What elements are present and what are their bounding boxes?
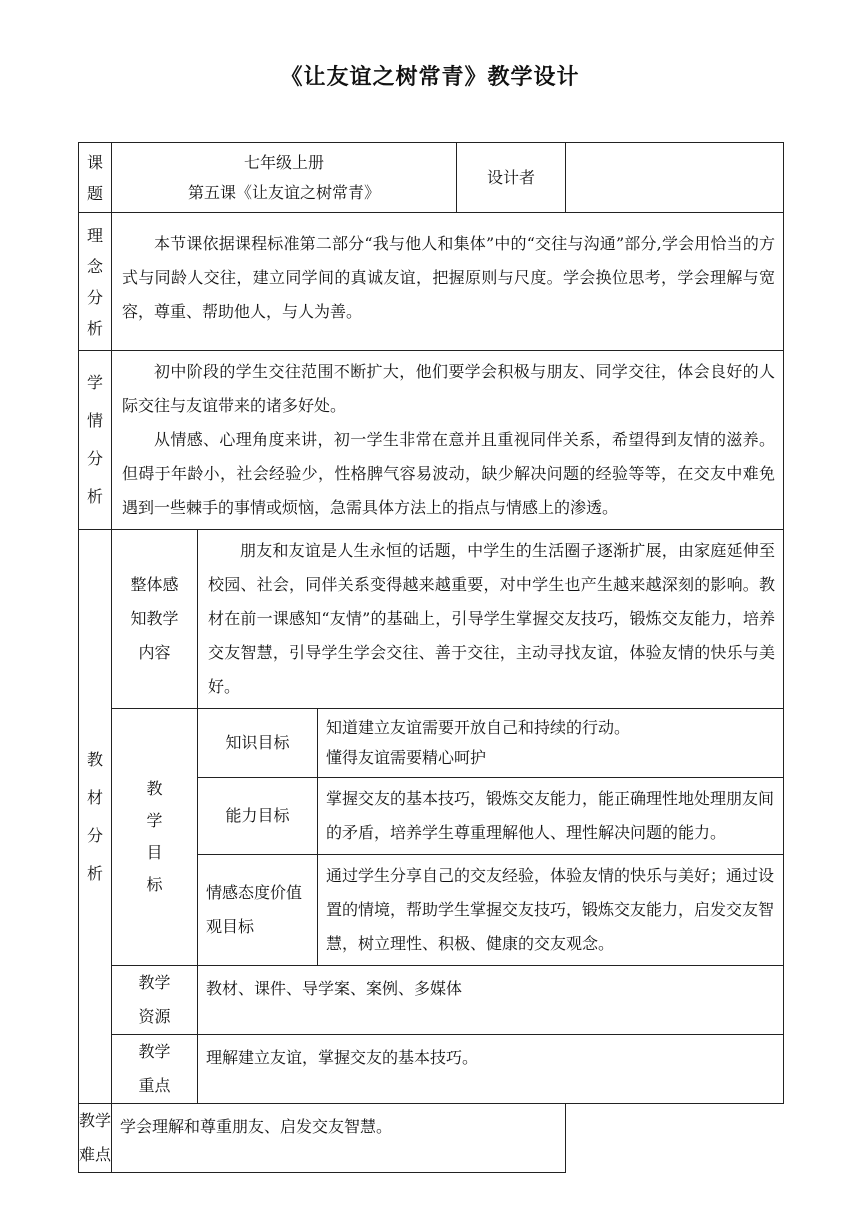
student-label <box>79 351 112 530</box>
student-para-2: 从情感、心理角度来讲，初一学生非常在意并且重视同伴关系，希望得到友情的滋养。但碍于年龄小，社会经验少，性格脾气容易波动，缺少解决问题的经验等等，在交友中难免遇到一些棘手的事情或烦恼，急需具体方法上的指点与情感上的渗透。 <box>122 430 776 517</box>
concept-text-cell <box>112 213 784 351</box>
ability-goal-label: 能力目标 <box>198 778 318 855</box>
topic-label-char: 课 <box>86 152 103 172</box>
key-points-label <box>112 1035 198 1104</box>
knowledge-goal-line: 懂得友谊需要精心呵护 <box>326 748 487 767</box>
goals-label-char: 标 <box>146 875 163 894</box>
resources-label-line: 资源 <box>138 1007 171 1026</box>
overall-text-cell <box>198 530 784 709</box>
key-points-label-line: 教学 <box>138 1042 171 1061</box>
concept-text: 本节课依据课程标准第二部分“我与他人和集体”中的“交往与沟通”部分,学会用恰当的方式与同龄人交往，建立同学间的真诚友谊，把握原则与尺度。学会换位思考，学会理解与宽容，尊重、帮助他人，与人为善。 <box>122 234 776 321</box>
student-row <box>79 351 784 530</box>
material-label-char: 材 <box>86 787 103 807</box>
overall-label <box>112 530 198 709</box>
overall-text: 朋友和友谊是人生永恒的话题，中学生的生活圈子逐渐扩展，由家庭延伸至校园、社会，同伴关系变得越来越重要，对中学生也产生越来越深刻的影响。教材在前一课感知“友情”的基础上，引导学生掌握交友技巧，锻炼交友能力，培养交友智慧，引导学生学会交往、善于交往，主动寻找友谊，体验友情的快乐与美好。 <box>208 541 776 696</box>
topic-line-lesson: 第五课《让友谊之树常青》 <box>188 182 381 202</box>
material-label-char: 析 <box>86 863 103 883</box>
student-label-char: 分 <box>86 449 103 468</box>
key-points-text: 理解建立友谊，掌握交友的基本技巧。 <box>198 1035 784 1104</box>
topic-label-char: 题 <box>86 183 103 203</box>
document-title: 《让友谊之树常青》教学设计 <box>280 65 580 90</box>
difficulties-text: 学会理解和尊重朋友、启发交友智慧。 <box>112 1104 566 1173</box>
overall-label-line: 内容 <box>138 643 171 662</box>
concept-label-char: 念 <box>86 256 103 276</box>
overall-row <box>79 530 784 709</box>
lesson-plan-table <box>78 142 784 1173</box>
resources-row <box>79 966 784 1035</box>
student-label-char: 学 <box>86 373 103 392</box>
knowledge-goal-line: 知道建立友谊需要开放自己和持续的行动。 <box>326 718 631 737</box>
emotion-goal-text: 通过学生分享自己的交友经验，体验友情的快乐与美好；通过设置的情境，帮助学生掌握交友技巧，锻炼交友能力，启发交友智慧，树立理性、积极、健康的交友观念。 <box>318 855 784 966</box>
key-points-row <box>79 1035 784 1104</box>
key-points-label-line: 重点 <box>138 1076 171 1095</box>
designer-label: 设计者 <box>457 143 566 213</box>
knowledge-goal-label: 知识目标 <box>198 709 318 778</box>
topic-row <box>79 143 784 213</box>
material-label-char: 教 <box>86 749 103 769</box>
concept-label <box>79 213 112 351</box>
resources-text: 教材、课件、导学案、案例、多媒体 <box>198 966 784 1035</box>
knowledge-goal-row <box>79 709 784 778</box>
resources-label-line: 教学 <box>138 973 171 992</box>
difficulties-label-line: 教学 <box>79 1111 112 1130</box>
concept-label-char: 理 <box>86 225 103 245</box>
difficulties-label <box>79 1104 112 1173</box>
goals-label-char: 目 <box>146 843 163 862</box>
difficulties-label-line: 难点 <box>79 1145 112 1164</box>
student-para-1: 初中阶段的学生交往范围不断扩大，他们要学会积极与朋友、同学交往，体会良好的人际交往与友谊带来的诸多好处。 <box>122 362 776 415</box>
material-label-char: 分 <box>86 825 103 845</box>
student-label-char: 析 <box>86 487 103 506</box>
topic-line-grade: 七年级上册 <box>244 152 325 172</box>
concept-label-char: 析 <box>86 318 103 338</box>
concept-label-char: 分 <box>86 287 103 307</box>
goals-label-char: 教 <box>146 779 163 798</box>
difficulties-row <box>79 1104 784 1173</box>
overall-label-line: 知教学 <box>130 609 179 628</box>
emotion-goal-label <box>198 855 318 966</box>
goals-label-char: 学 <box>146 811 163 830</box>
ability-goal-text: 掌握交友的基本技巧，锻炼交友能力，能正确理性地处理朋友间的矛盾，培养学生尊重理解他人、理性解决问题的能力。 <box>318 778 784 855</box>
goals-label <box>112 709 198 966</box>
overall-label-line: 整体感 <box>130 575 179 594</box>
emotion-goal-label-line: 观目标 <box>206 917 255 936</box>
emotion-goal-label-line: 情感态度价值 <box>206 883 303 902</box>
concept-row <box>79 213 784 351</box>
material-label <box>79 530 112 1104</box>
student-label-char: 情 <box>86 411 103 430</box>
resources-label <box>112 966 198 1035</box>
topic-value <box>112 143 457 213</box>
designer-value <box>566 143 784 213</box>
student-text-cell <box>112 351 784 530</box>
topic-label <box>79 143 112 213</box>
knowledge-goal-text <box>318 709 784 778</box>
